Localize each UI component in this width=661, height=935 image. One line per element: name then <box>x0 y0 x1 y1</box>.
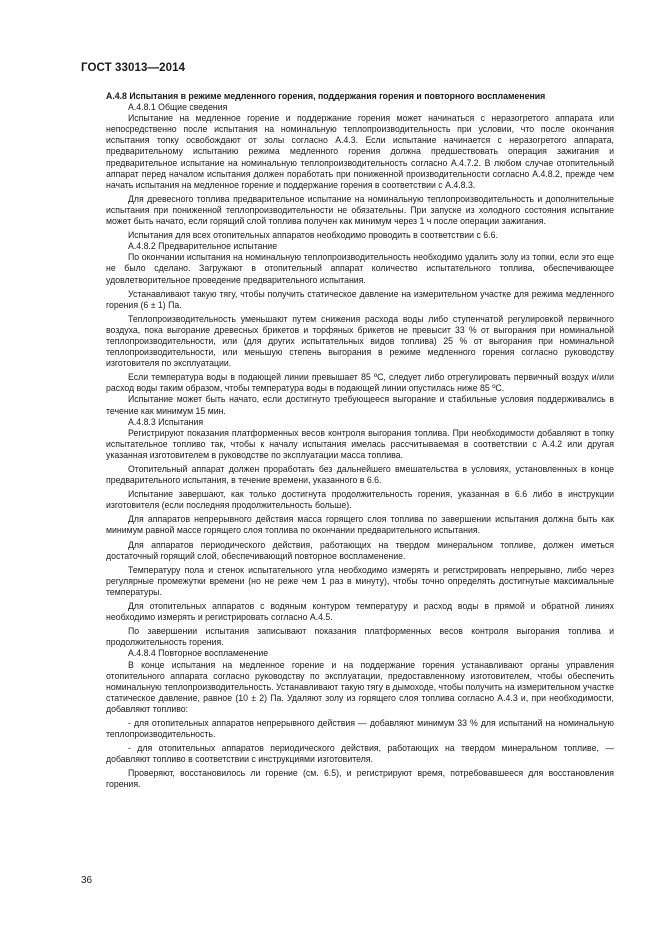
list-item: - для отопительных аппаратов периодического действия, работающих на твердом минеральном топливе, — добавляют топливо в соответствии с инструкциями изготовителя. <box>106 743 614 765</box>
subsection-heading-tests: А.4.8.3 Испытания <box>128 416 204 427</box>
document-body <box>106 91 614 791</box>
paragraph: По окончании испытания на номинальную теплопроизводительность необходимо удалить золу из топки, если это еще не было сделано. Загружают в отопительный аппарат количество испытательного топлива, обеспечивающее удовлетворительное проведение предварительного испытания. <box>106 252 614 285</box>
paragraph: Для аппаратов непрерывного действия масса горящего слоя топлива по завершении испытания должна быть как минимум равной массе горящего слоя топлива по окончании предварительного испытания. <box>106 514 614 536</box>
paragraph: Для аппаратов периодического действия, работающих на твердом минеральном топливе, должен иметься достаточный горящий слой, обеспечивающий повторное воспламенение. <box>106 539 614 561</box>
list-item: - для отопительных аппаратов непрерывного действия — добавляют минимум 33 % для испытаний на номинальную теплопроизводительность. <box>106 717 614 740</box>
paragraph: Температуру пола и стенок испытательного угла необходимо измерять и регистрировать непрерывно, либо через регулярные промежутки времени (но не реже чем 1 раз в минуту), чтобы точно определять достигнутые максимальные температуры. <box>106 564 614 597</box>
paragraph: Испытание завершают, как только достигнута продолжительность горения, указанная в 6.6 либо в инструкции изготовителя (если последняя продолжительность больше). <box>106 489 614 511</box>
paragraph: Проверяют, восстановилось ли горение (см. 6.5), и регистрируют время, потребовавшееся для восстановления горения. <box>106 768 614 790</box>
paragraph: Испытания для всех отопительных аппаратов необходимо проводить в соответствии с 6.6. <box>128 230 498 241</box>
subsection-heading-reignition: А.4.8.4 Повторное воспламенение <box>128 648 269 659</box>
subsection-heading-preliminary: А.4.8.2 Предварительное испытание <box>128 241 278 252</box>
paragraph: Если температура воды в подающей линии превышает 85 ºC, следует либо отрегулировать первичный воздух и/или расход воды таким образом, чтобы температура воды в подающей линии опустилась ниже 85 ºC. <box>106 372 614 394</box>
paragraph: Регистрируют показания платформенных весов контроля выгорания топлива. При необходимости добавляют в топку испытательное топливо так, чтобы к началу испытания имелась рассчитываемая в соответствии с А.4.2 или другая указанная изготовителем в руководстве по эксплуатации масса топлива. <box>106 427 614 460</box>
paragraph: Испытание может быть начато, если достигнуто требующееся выгорание и стабильные условия поддерживались в течение как минимум 15 мин. <box>106 394 614 416</box>
subsection-heading-general: А.4.8.1 Общие сведения <box>128 102 228 113</box>
section-title: А.4.8 Испытания в режиме медленного горения, поддержания горения и повторного воспламенения <box>106 91 546 101</box>
paragraph: Для отопительных аппаратов с водяным контуром температуру и расход воды в прямой и обратной линиях необходимо измерять и регистрировать согласно А.4.5. <box>106 601 614 623</box>
paragraph: В конце испытания на медленное горение и на поддержание горения устанавливают органы управления отопительного аппарата согласно руководству по эксплуатации, предоставленному изготовителем, чтобы обеспечить номинальную теплопроизводительность. Устанавливают такую тягу в дымоходе, чтобы получить на измерительном участке статическое давление, равное (10 ± 2) Па. Удаляют золу из горящего слоя топлива согласно А.4.3 и, при необходимости, добавляют топливо: <box>106 659 614 714</box>
paragraph: Для древесного топлива предварительное испытание на номинальную теплопроизводительность и дополнительные испытания при пониженной теплопроизводительности не обязательны. При запуске из холодного состояния испытание может быть начато, если горящий слой топлива получен как минимум через 1 ч после операции зажигания. <box>106 193 614 227</box>
document-header: ГОСТ 33013—2014 <box>81 62 186 74</box>
paragraph: Теплопроизводительность уменьшают путем снижения расхода воды либо ступенчатой регулировкой первичного воздуха, пока выгорание древесных брикетов и торфяных брикетов не превысит 33 % от выгорания при номинальной теплопроизводительности, или (для других испытательных видов топлива) 25 % от выгорания при номинальной теплопроизводительности, или меньшую степень выгорания в режиме медленного горения согласно руководству изготовителя по эксплуатации. <box>106 313 614 369</box>
paragraph: Испытание на медленное горение и поддержание горения может начинаться с неразогретого аппарата или непосредственно после испытания на номинальную теплопроизводительность при условии, что после окончания испытания топку освобождают от золы согласно А.4.3. Если испытание начинается с неразогретого аппарата, предварительному испытанию режима медленного горения должна предшествовать операция зажигания и предварительное испытание на номинальную теплопроизводительность согласно А.4.7.2. В любом случае отопительный аппарат перед началом испытания должен поработать при пониженной производительности согласно А.4.8.2, прежде чем начать испытания на медленное горение и поддержание горения в соответствии с А.4.8.3. <box>106 113 614 190</box>
paragraph: Отопительный аппарат должен проработать без дальнейшего вмешательства в условиях, установленных в конце предварительного испытания, в течение времени, указанного в 6.6. <box>106 464 614 486</box>
page-number: 36 <box>81 875 93 886</box>
paragraph: По завершении испытания записывают показания платформенных весов контроля выгорания топлива и продолжительность горения. <box>106 626 614 648</box>
paragraph: Устанавливают такую тягу, чтобы получить статическое давление на измерительном участке для режима медленного горения (6 ± 1) Па. <box>106 288 614 310</box>
